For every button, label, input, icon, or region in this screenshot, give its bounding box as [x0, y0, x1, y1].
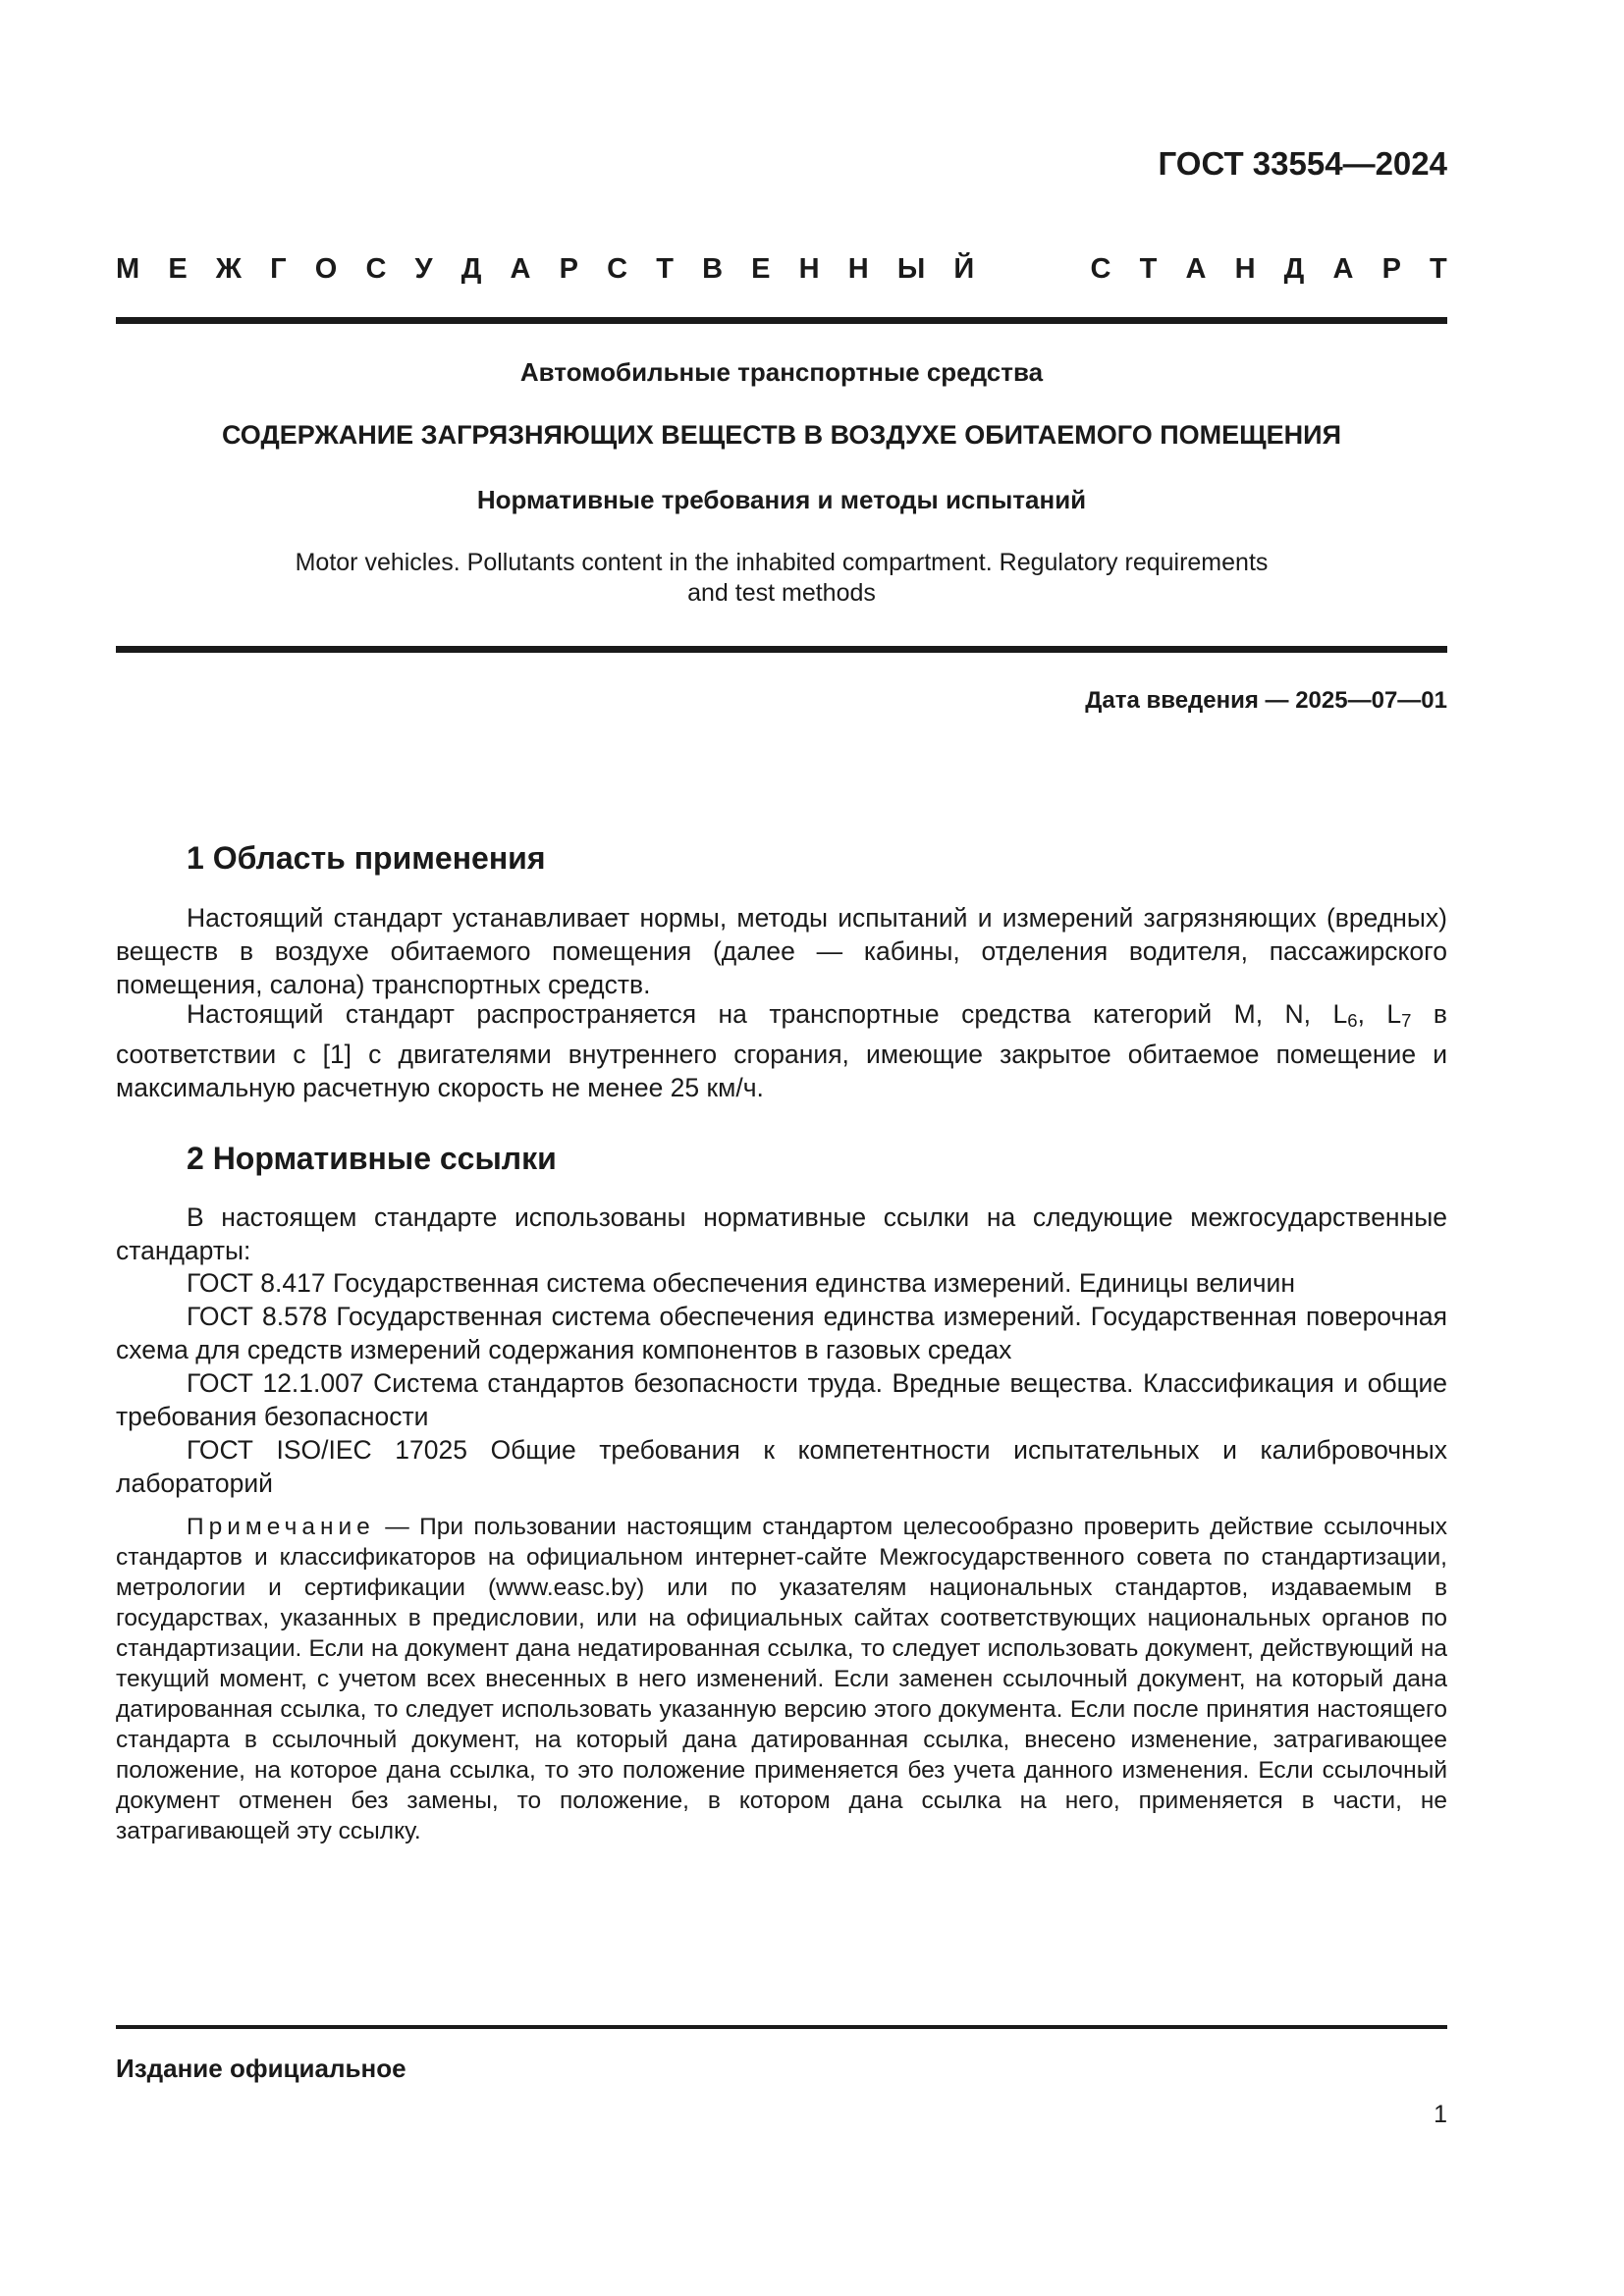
standard-banner: [116, 253, 1447, 286]
banner-letter: С: [365, 253, 387, 285]
note-label: Примечание: [187, 1514, 375, 1540]
divider-title: [116, 646, 1447, 653]
doc-number: ГОСТ 33554—2024: [1158, 145, 1447, 182]
references-intro: [116, 1201, 1447, 1267]
document-subtitle: Нормативные требования и методы испытаний: [476, 485, 1087, 514]
page-number: 1: [1434, 2101, 1447, 2128]
note-text: — При пользовании настоящим стандартом целесообразно проверить действие ссылочных стандартов и классификаторов на официальном интернет-сайте Межгосударственного совета по стандартизации, метрологии и сертификации (www.easc.by) или по указателям национальных стандартов, издаваемым в государствах, указанных в предисловии, или на официальных сайтах соответствующих национальных органов по стандартизации. Если на документ дана недатированная ссылка, то следует использовать документ, действующий на текущий момент, с учетом всех внесенных в него изменений. Если заменен ссылочный документ, на который дана датированная ссылка, то следует использовать указанную версию этого документа. Если после принятия настоящего стандарта в ссылочный документ, на который дана датированная ссылка, внесено изменение, затрагивающее положение, на которое дана ссылка, то это положение применяется без учета данного изменения. Если ссылочный документ отменен без замены, то положение, в котором дана ссылка на него, применяется в части, не затрагивающей эту ссылку.: [116, 1514, 1447, 1844]
divider-footer: [116, 2025, 1447, 2029]
text-run: в соответствии с [1] с двигателями внутреннего сгорания, имеющие закрытое обитаемое помещение и максимальную расчетную скорость не менее 25 км/ч.: [116, 999, 1447, 1102]
banner-letter: О: [314, 253, 338, 285]
banner-letter: Д: [460, 253, 482, 285]
subscript: 6: [1347, 1010, 1358, 1031]
banner-letter: Н: [798, 253, 820, 285]
banner-letter: Ж: [215, 253, 243, 285]
banner-letter: В: [702, 253, 724, 285]
text-run: Настоящий стандарт распространяется на транспортные средства категорий M, N, L: [187, 999, 1348, 1029]
banner-letter: Н: [1234, 253, 1256, 285]
banner-letter: Д: [1283, 253, 1305, 285]
banner-gap: [1002, 253, 1061, 286]
references-list: [116, 1266, 1447, 1500]
banner-letter: Й: [953, 253, 975, 285]
text-run: , L: [1357, 999, 1402, 1029]
english-title-line: Motor vehicles. Pollutants content in the inhabited compartment. Regulatory requirements: [295, 549, 1269, 576]
reference-item: ГОСТ 8.417 Государственная система обеспечения единства измерений. Единицы величин: [187, 1268, 1295, 1298]
banner-letter: Т: [1430, 253, 1447, 285]
introduction-date: Дата введения — 2025—07—01: [1085, 687, 1447, 714]
document-subject: Автомобильные транспортные средства: [519, 357, 1044, 387]
note-paragraph: [116, 1512, 1447, 1846]
reference-item: ГОСТ 12.1.007 Система стандартов безопасности труда. Вредные вещества. Классификация и общие требования безопасности: [116, 1368, 1447, 1431]
banner-letter: Ы: [896, 253, 926, 285]
english-title-line: and test methods: [687, 579, 876, 607]
reference-item: ГОСТ ISO/IEC 17025 Общие требования к компетентности испытательных и калибровочных лабораторий: [116, 1435, 1447, 1498]
banner-letter: Р: [559, 253, 578, 285]
edition-label: Издание официальное: [116, 2054, 406, 2083]
reference-item: ГОСТ 8.578 Государственная система обеспечения единства измерений. Государственная поверочная схема для средств измерений содержания компонентов в газовых средах: [116, 1302, 1447, 1364]
section-heading-scope: 1 Область применения: [187, 840, 546, 876]
scope-paragraph-categories: [116, 997, 1447, 1104]
english-title: [116, 548, 1447, 609]
paragraph-text: Настоящий стандарт устанавливает нормы, методы испытаний и измерений загрязняющих (вредных) веществ в воздухе обитаемого помещения (далее — кабины, отделения водителя, пассажирского помещения, салона) транспортных средств.: [116, 903, 1447, 999]
banner-letter: Е: [168, 253, 188, 285]
divider-top: [116, 317, 1447, 324]
banner-letter: У: [414, 253, 433, 285]
banner-letter: Е: [751, 253, 771, 285]
banner-letter: Г: [270, 253, 287, 285]
section-heading-references: 2 Нормативные ссылки: [187, 1141, 557, 1176]
paragraph-text: [116, 997, 1447, 1104]
banner-letter: Т: [1139, 253, 1158, 285]
banner-letter: М: [116, 253, 140, 285]
banner-letter: А: [1185, 253, 1207, 285]
banner-letter: С: [1090, 253, 1111, 285]
banner-letter: А: [510, 253, 531, 285]
banner-letter: Н: [847, 253, 869, 285]
subscript: 7: [1401, 1010, 1412, 1031]
paragraph-text: В настоящем стандарте использованы нормативные ссылки на следующие межгосударственные стандарты:: [116, 1202, 1447, 1265]
document-title: СОДЕРЖАНИЕ ЗАГРЯЗНЯЮЩИХ ВЕЩЕСТВ В ВОЗДУХЕ ОБИТАЕМОГО ПОМЕЩЕНИЯ: [221, 420, 1341, 450]
banner-letter: С: [607, 253, 628, 285]
banner-letter: Т: [656, 253, 674, 285]
banner-letter: А: [1332, 253, 1354, 285]
scope-paragraph: [116, 901, 1447, 1001]
banner-letter: Р: [1381, 253, 1401, 285]
